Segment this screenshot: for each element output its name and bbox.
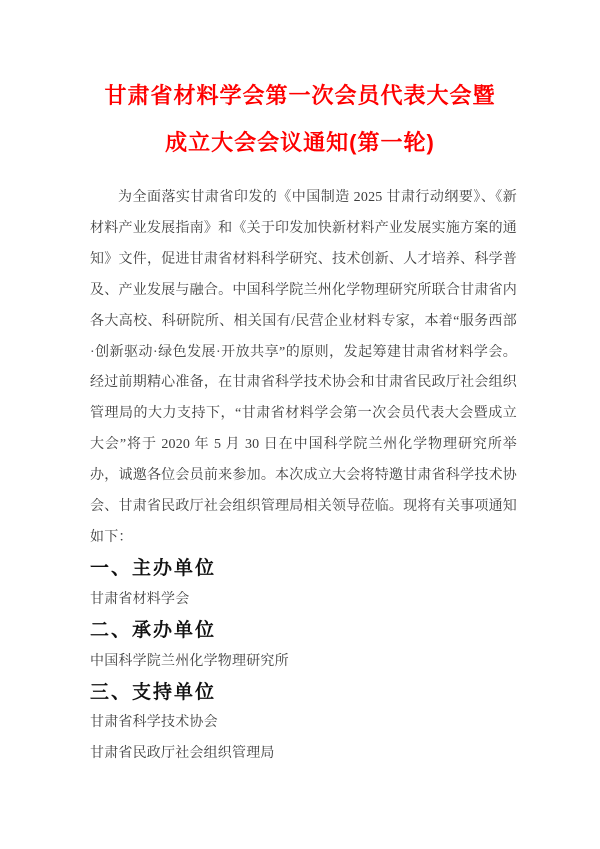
section-item-supporter-org-1: 甘肃省科学技术协会 bbox=[90, 715, 218, 731]
section-item-supporter-org-2: 甘肃省民政厅社会组织管理局 bbox=[90, 746, 275, 762]
document-title-line-1: 甘肃省材料学会第一次会员代表大会暨 bbox=[104, 83, 496, 108]
document-title bbox=[0, 72, 600, 166]
section-heading-host: 一、主办单位 bbox=[90, 557, 217, 579]
section-item-organizer-org: 中国科学院兰州化学物理研究所 bbox=[90, 653, 289, 669]
section-heading-organizer: 二、承办单位 bbox=[90, 619, 217, 641]
section-heading-supporters: 三、支持单位 bbox=[90, 681, 217, 703]
document-title-line-2: 成立大会会议通知(第一轮) bbox=[165, 130, 435, 155]
section-host bbox=[90, 554, 517, 616]
intro-paragraph: 为全面落实甘肃省印发的《中国制造 2025 甘肃行动纲要》、《新材料产业发展指南》和《关于印发加快新材料产业发展实施方案的通知》文件，促进甘肃省材料科学研究、技术创新、人才培养、科学普及、产业发展与融合。中国科学院兰州化学物理研究所联合甘肃省内各大高校、科研院所、相关国有/民营企业材料专家，本着“服务西部·创新驱动·绿色发展·开放共享”的原则，发起筹建甘肃省材料学会。经过前期精心准备，在甘肃省科学技术协会和甘肃省民政厅社会组织管理局的大力支持下，“甘肃省材料学会第一次会员代表大会暨成立大会”将于 2020 年 5 月 30 日在中国科学院兰州化学物理研究所举办，诚邀各位会员前来参加。本次成立大会将特邀甘肃省科学技术协会、甘肃省民政厅社会组织管理局相关领导莅临。现将有关事项通知如下： bbox=[90, 190, 517, 545]
sections-list bbox=[90, 554, 517, 770]
section-supporters bbox=[90, 678, 517, 771]
section-organizer bbox=[90, 616, 517, 678]
section-item-host-org: 甘肃省材料学会 bbox=[90, 591, 190, 607]
